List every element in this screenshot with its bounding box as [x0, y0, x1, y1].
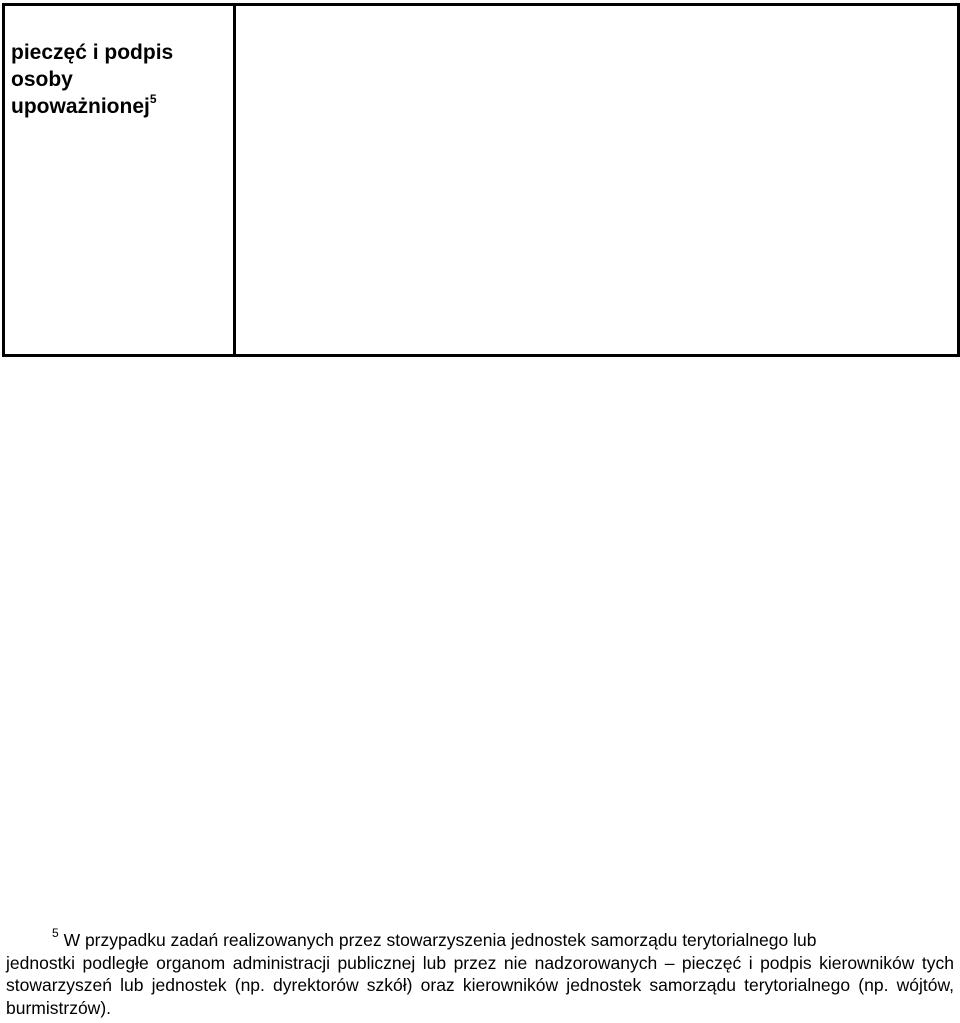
signature-label-cell — [5, 6, 236, 354]
signature-label-line1: pieczęć i podpis — [11, 41, 174, 64]
footnote-text-line1: W przypadku zadań realizowanych przez stowarzyszenia jednostek samorządu terytorialnego lub — [63, 930, 817, 950]
signature-label-line3: upoważnionej — [11, 95, 150, 118]
footnote — [6, 926, 954, 1019]
signature-field[interactable] — [236, 6, 957, 354]
footnote-text-rest: jednostki podległe organom administracji publicznej lub przez nie nadzorowanych – pieczęć i podpis kierowników tych stowarzyszeń lub jednostek (np. dyrektorów szkół) oraz kierowników jednostek samorządu terytorialnego (np. wójtów, burmistrzów). — [6, 952, 954, 1018]
signature-table — [2, 3, 960, 357]
signature-label — [11, 39, 227, 120]
footnote-reference: 5 — [149, 92, 157, 106]
footnote-marker: 5 — [52, 926, 59, 940]
signature-label-line2: osoby — [11, 68, 73, 91]
footnote-first-line — [6, 926, 954, 952]
